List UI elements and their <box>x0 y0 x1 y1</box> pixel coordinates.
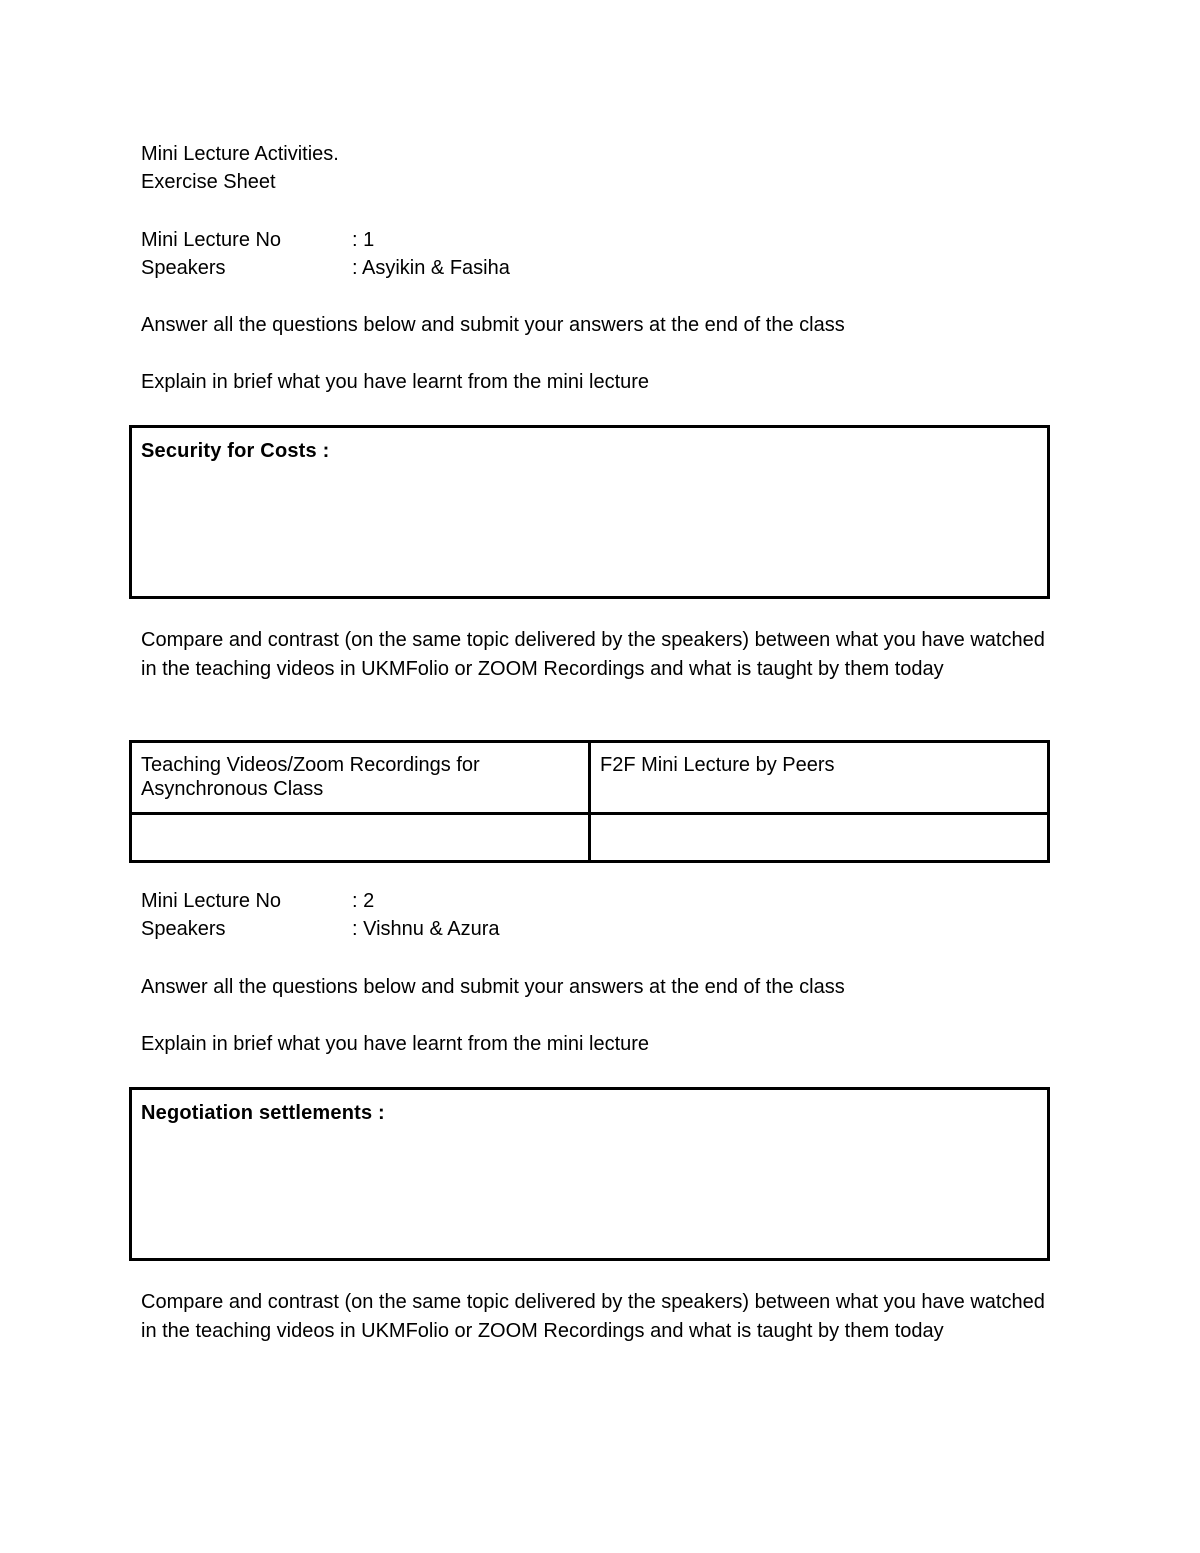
page-title: Mini Lecture Activities. <box>141 143 339 165</box>
lecture-no-label-2: Mini Lecture No <box>141 890 282 912</box>
lecture-no-value-1: : 1 <box>352 229 375 251</box>
lecture-no-value-2: : 2 <box>352 890 375 912</box>
compare-prompt-1: Compare and contrast (on the same topic delivered by the speakers) between what you have watched in the teaching videos in UKMFolio or ZOOM Recordings and what is taught by them today <box>141 629 1045 680</box>
lecture-no-label-1: Mini Lecture No <box>141 229 282 251</box>
instruction-1: Answer all the questions below and submit your answers at the end of the class <box>141 314 845 336</box>
speakers-value-2: : Vishnu & Azura <box>352 918 500 940</box>
table-cell-f2f-lecture-answer[interactable] <box>590 814 1049 862</box>
compare-prompt-2: Compare and contrast (on the same topic delivered by the speakers) between what you have watched in the teaching videos in UKMFolio or ZOOM Recordings and what is taught by them today <box>141 1291 1045 1342</box>
prompt-1: Explain in brief what you have learnt from the mini lecture <box>141 371 650 393</box>
speakers-value-1: : Asyikin & Fasiha <box>352 257 510 279</box>
table-header-f2f-lecture: F2F Mini Lecture by Peers <box>590 742 1049 814</box>
compare-table <box>129 740 1050 863</box>
speakers-label-2: Speakers <box>141 918 226 940</box>
answer-box-title-2: Negotiation settlements : <box>141 1102 385 1124</box>
page-subtitle: Exercise Sheet <box>141 171 276 193</box>
answer-box-title-1: Security for Costs : <box>141 440 330 462</box>
speakers-label-1: Speakers <box>141 257 226 279</box>
table-header-teaching-videos: Teaching Videos/Zoom Recordings for Asynchronous Class <box>131 742 590 814</box>
table-cell-teaching-videos-answer[interactable] <box>131 814 590 862</box>
prompt-2: Explain in brief what you have learnt from the mini lecture <box>141 1033 650 1055</box>
answer-box-security-for-costs[interactable] <box>129 425 1050 599</box>
table-row <box>131 742 1049 814</box>
table-row <box>131 814 1049 862</box>
answer-box-negotiation-settlements[interactable] <box>129 1087 1050 1261</box>
instruction-2: Answer all the questions below and submit your answers at the end of the class <box>141 976 845 998</box>
